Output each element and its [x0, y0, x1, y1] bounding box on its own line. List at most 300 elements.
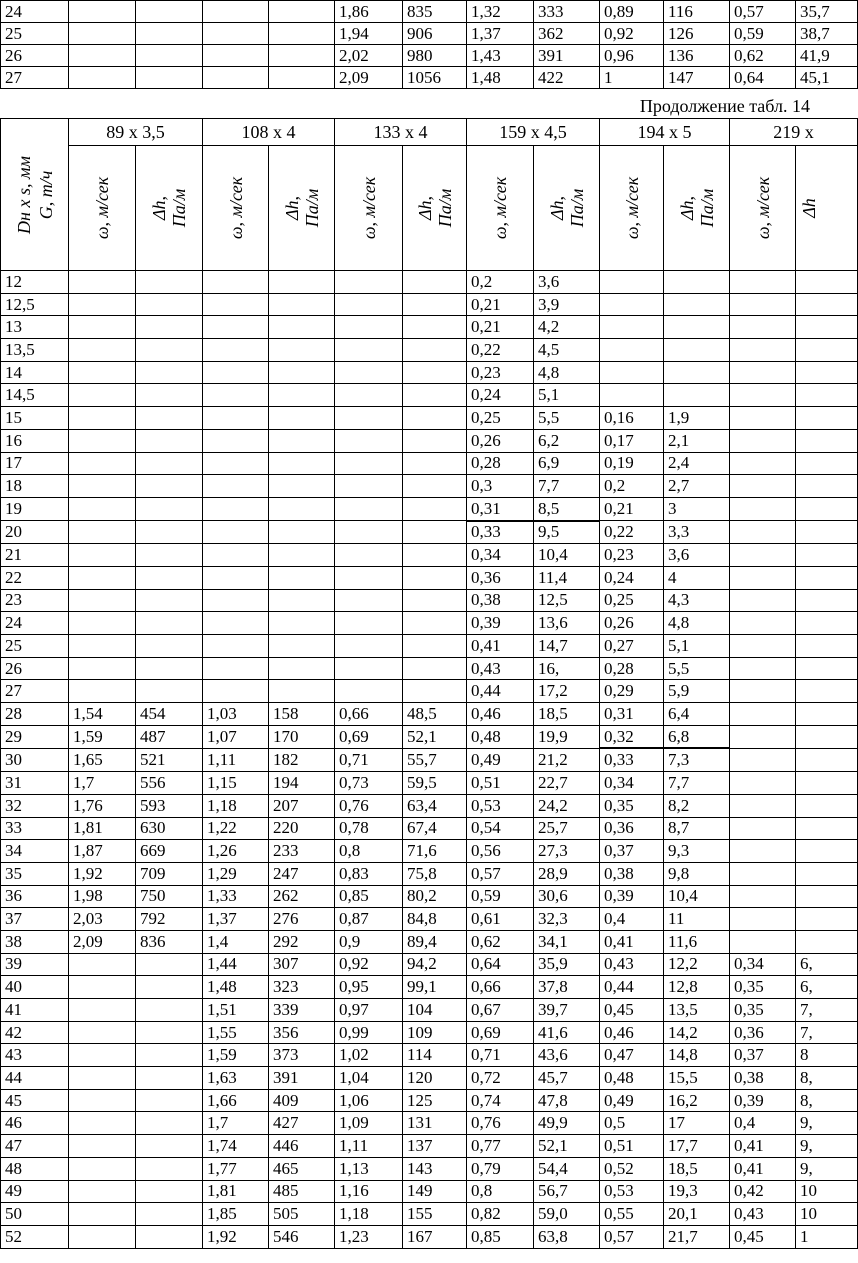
value-cell [335, 361, 403, 384]
value-cell [203, 407, 269, 430]
flow-rate-cell: 12 [1, 271, 69, 294]
flow-rate-cell: 45 [1, 1089, 69, 1112]
value-cell: 0,87 [335, 908, 403, 931]
flow-label: G, т/ч [35, 170, 56, 219]
value-cell [796, 271, 858, 294]
value-cell [136, 339, 203, 362]
value-cell [730, 657, 796, 680]
value-cell: 75,8 [403, 862, 467, 885]
value-cell: 0,27 [600, 635, 664, 658]
value-cell [269, 1, 335, 23]
value-cell: 0,49 [600, 1089, 664, 1112]
value-cell: 3,6 [664, 544, 730, 567]
value-cell: 0,43 [600, 953, 664, 976]
table-row [1, 407, 858, 430]
value-cell [600, 339, 664, 362]
value-cell [730, 544, 796, 567]
value-cell [203, 589, 269, 612]
value-cell: 0,45 [600, 999, 664, 1022]
value-cell [796, 361, 858, 384]
value-cell: 6, [796, 953, 858, 976]
value-cell [730, 429, 796, 452]
value-cell [69, 1157, 136, 1180]
value-cell: 47,8 [534, 1089, 600, 1112]
value-cell: 0,8 [467, 1180, 534, 1203]
value-cell: 0,8 [335, 840, 403, 863]
value-cell: 10 [796, 1203, 858, 1226]
value-cell: 0,38 [730, 1067, 796, 1090]
flow-rate-cell: 41 [1, 999, 69, 1022]
value-cell: 1,29 [203, 862, 269, 885]
value-cell: 7, [796, 1021, 858, 1044]
value-cell [269, 339, 335, 362]
velocity-unit-label: ω, м/сек [358, 176, 379, 240]
value-cell: 4,5 [534, 339, 600, 362]
table-row [1, 908, 858, 931]
value-cell: 1,86 [335, 1, 403, 23]
value-cell: 12,8 [664, 976, 730, 999]
value-cell: 0,36 [467, 566, 534, 589]
value-cell: 6,2 [534, 429, 600, 452]
value-cell: 0,44 [600, 976, 664, 999]
value-cell [796, 930, 858, 953]
value-cell: 0,23 [467, 361, 534, 384]
value-cell [730, 384, 796, 407]
flow-rate-cell: 33 [1, 817, 69, 840]
value-cell: 323 [269, 976, 335, 999]
value-cell: 0,5 [600, 1112, 664, 1135]
value-cell [203, 429, 269, 452]
value-cell: 0,34 [600, 772, 664, 795]
value-cell: 0,4 [600, 908, 664, 931]
value-cell [136, 657, 203, 680]
value-cell: 0,76 [467, 1112, 534, 1135]
value-cell [335, 293, 403, 316]
value-cell [335, 657, 403, 680]
value-cell: 4,8 [534, 361, 600, 384]
value-cell: 2,09 [69, 930, 136, 953]
value-cell [335, 475, 403, 498]
value-cell: 125 [403, 1089, 467, 1112]
value-cell: 52,1 [534, 1135, 600, 1158]
value-cell [335, 544, 403, 567]
velocity-unit-header [335, 146, 403, 271]
flow-rate-cell: 48 [1, 1157, 69, 1180]
value-cell [136, 1157, 203, 1180]
loss-unit-header [269, 146, 335, 271]
value-cell: 1 [600, 67, 664, 89]
value-cell: 0,61 [467, 908, 534, 931]
value-cell: 54,4 [534, 1157, 600, 1180]
value-cell: 409 [269, 1089, 335, 1112]
value-cell: 59,0 [534, 1203, 600, 1226]
value-cell [335, 635, 403, 658]
value-cell [69, 1, 136, 23]
value-cell [730, 635, 796, 658]
value-cell: 0,92 [335, 953, 403, 976]
flow-rate-cell: 29 [1, 725, 69, 748]
value-cell [796, 544, 858, 567]
table-row [1, 612, 858, 635]
flow-rate-cell: 27 [1, 67, 69, 89]
loss-unit-label: Па/м [696, 188, 717, 228]
value-cell: 362 [534, 23, 600, 45]
value-cell: 21,7 [664, 1225, 730, 1248]
value-cell [335, 407, 403, 430]
flow-rate-cell: 36 [1, 885, 69, 908]
table-row [1, 271, 858, 294]
value-cell: 292 [269, 930, 335, 953]
table-row [1, 1112, 858, 1135]
value-cell: 0,36 [600, 817, 664, 840]
value-cell: 0,51 [467, 772, 534, 795]
value-cell [203, 612, 269, 635]
value-cell [69, 452, 136, 475]
value-cell: 45,1 [796, 67, 858, 89]
value-cell: 454 [136, 703, 203, 726]
value-cell: 7,7 [534, 475, 600, 498]
value-cell: 1,51 [203, 999, 269, 1022]
table-row [1, 1044, 858, 1067]
value-cell: 0,38 [600, 862, 664, 885]
table-row [1, 293, 858, 316]
value-cell [796, 384, 858, 407]
value-cell [796, 680, 858, 703]
value-cell: 750 [136, 885, 203, 908]
value-cell [203, 45, 269, 67]
value-cell: 104 [403, 999, 467, 1022]
value-cell [69, 429, 136, 452]
value-cell: 0,57 [467, 862, 534, 885]
value-cell: 0,51 [600, 1135, 664, 1158]
value-cell: 0,45 [730, 1225, 796, 1248]
value-cell [335, 566, 403, 589]
value-cell: 63,4 [403, 794, 467, 817]
value-cell [269, 635, 335, 658]
value-cell [69, 23, 136, 45]
value-cell [269, 67, 335, 89]
table-row [1, 862, 858, 885]
value-cell: 131 [403, 1112, 467, 1135]
value-cell [136, 635, 203, 658]
table-row [1, 497, 858, 520]
value-cell [335, 316, 403, 339]
value-cell: 10 [796, 1180, 858, 1203]
value-cell: 149 [403, 1180, 467, 1203]
value-cell: 18,5 [664, 1157, 730, 1180]
value-cell: 13,5 [664, 999, 730, 1022]
loss-unit-header [136, 146, 203, 271]
value-cell [796, 497, 858, 520]
value-cell: 16, [534, 657, 600, 680]
value-cell: 8, [796, 1089, 858, 1112]
table-row [1, 657, 858, 680]
value-cell: 0,31 [600, 703, 664, 726]
flow-rate-cell: 24 [1, 612, 69, 635]
value-cell: 1,94 [335, 23, 403, 45]
value-cell [203, 475, 269, 498]
value-cell: 1,7 [69, 772, 136, 795]
value-cell [730, 885, 796, 908]
value-cell [136, 1044, 203, 1067]
value-cell: 2,7 [664, 475, 730, 498]
value-cell: 16,2 [664, 1089, 730, 1112]
value-cell: 1,11 [203, 748, 269, 771]
value-cell [796, 589, 858, 612]
value-cell [403, 271, 467, 294]
value-cell [403, 497, 467, 520]
value-cell: 835 [403, 1, 467, 23]
velocity-unit-label: ω, м/сек [752, 176, 773, 240]
value-cell [796, 725, 858, 748]
value-cell: 391 [269, 1067, 335, 1090]
value-cell: 0,76 [335, 794, 403, 817]
value-cell [796, 840, 858, 863]
value-cell [269, 316, 335, 339]
value-cell: 18,5 [534, 703, 600, 726]
value-cell: 1,92 [69, 862, 136, 885]
table-row [1, 452, 858, 475]
value-cell: 1,04 [335, 1067, 403, 1090]
value-cell [203, 67, 269, 89]
value-cell [136, 953, 203, 976]
table-row [1, 521, 858, 544]
value-cell [69, 361, 136, 384]
value-cell [796, 407, 858, 430]
flow-rate-cell: 19 [1, 497, 69, 520]
flow-rate-cell: 17 [1, 452, 69, 475]
flow-rate-cell: 32 [1, 794, 69, 817]
flow-rate-cell: 30 [1, 748, 69, 771]
value-cell: 7, [796, 999, 858, 1022]
value-cell: 3,3 [664, 521, 730, 544]
value-cell: 9,5 [534, 521, 600, 544]
velocity-unit-header [600, 146, 664, 271]
value-cell [269, 521, 335, 544]
value-cell: 158 [269, 703, 335, 726]
value-cell: 0,21 [467, 316, 534, 339]
value-cell: 1,92 [203, 1225, 269, 1248]
value-cell [69, 1135, 136, 1158]
value-cell: 11,6 [664, 930, 730, 953]
value-cell [269, 475, 335, 498]
value-cell: 0,43 [467, 657, 534, 680]
value-cell: 2,09 [335, 67, 403, 89]
value-cell: 1,33 [203, 885, 269, 908]
value-cell: 13,6 [534, 612, 600, 635]
value-cell: 0,53 [600, 1180, 664, 1203]
value-cell [730, 339, 796, 362]
value-cell: 1,18 [335, 1203, 403, 1226]
value-cell: 0,64 [730, 67, 796, 89]
value-cell: 0,79 [467, 1157, 534, 1180]
value-cell [796, 862, 858, 885]
value-cell [796, 316, 858, 339]
value-cell [730, 271, 796, 294]
table-row [1, 999, 858, 1022]
value-cell: 247 [269, 862, 335, 885]
value-cell [136, 680, 203, 703]
value-cell [796, 748, 858, 771]
value-cell [69, 953, 136, 976]
table-row [1, 1, 858, 23]
table-row [1, 725, 858, 748]
value-cell: 0,59 [730, 23, 796, 45]
value-cell: 17,7 [664, 1135, 730, 1158]
loss-unit-header [664, 146, 730, 271]
value-cell [136, 45, 203, 67]
value-cell: 2,03 [69, 908, 136, 931]
loss-unit-label: Δh, [149, 195, 169, 221]
value-cell: 143 [403, 1157, 467, 1180]
value-cell: 0,21 [600, 497, 664, 520]
value-cell: 3 [664, 497, 730, 520]
value-cell [136, 1089, 203, 1112]
value-cell [136, 407, 203, 430]
value-cell: 0,26 [467, 429, 534, 452]
value-cell: 52,1 [403, 725, 467, 748]
value-cell: 0,73 [335, 772, 403, 795]
value-cell: 167 [403, 1225, 467, 1248]
value-cell: 24,2 [534, 794, 600, 817]
value-cell: 0,64 [467, 953, 534, 976]
value-cell [403, 680, 467, 703]
value-cell: 109 [403, 1021, 467, 1044]
value-cell [136, 271, 203, 294]
value-cell: 9, [796, 1135, 858, 1158]
value-cell: 521 [136, 748, 203, 771]
flow-rate-cell: 49 [1, 1180, 69, 1203]
value-cell [796, 635, 858, 658]
value-cell: 0,37 [730, 1044, 796, 1067]
value-cell [136, 566, 203, 589]
value-cell: 0,56 [467, 840, 534, 863]
table-row [1, 1089, 858, 1112]
value-cell [664, 316, 730, 339]
value-cell: 71,6 [403, 840, 467, 863]
value-cell: 5,1 [664, 635, 730, 658]
dimension-label: Dн x s, мм [13, 155, 34, 234]
value-cell [730, 817, 796, 840]
value-cell: 0,33 [467, 521, 534, 544]
value-cell: 792 [136, 908, 203, 931]
value-cell [69, 976, 136, 999]
previous-page-table [0, 0, 858, 89]
value-cell: 0,69 [335, 725, 403, 748]
value-cell: 0,35 [730, 999, 796, 1022]
value-cell [269, 566, 335, 589]
table-row [1, 1157, 858, 1180]
value-cell: 43,6 [534, 1044, 600, 1067]
value-cell [730, 703, 796, 726]
value-cell: 0,55 [600, 1203, 664, 1226]
value-cell [136, 976, 203, 999]
loss-unit-header [534, 146, 600, 271]
value-cell [403, 361, 467, 384]
velocity-unit-label: ω, м/сек [92, 176, 112, 240]
value-cell [796, 817, 858, 840]
value-cell [730, 475, 796, 498]
value-cell [796, 339, 858, 362]
value-cell [403, 475, 467, 498]
value-cell: 12,5 [534, 589, 600, 612]
value-cell: 0,48 [600, 1067, 664, 1090]
value-cell: 32,3 [534, 908, 600, 931]
value-cell [403, 657, 467, 680]
value-cell: 1,23 [335, 1225, 403, 1248]
value-cell: 1,66 [203, 1089, 269, 1112]
value-cell [69, 1021, 136, 1044]
value-cell [730, 316, 796, 339]
velocity-unit-header [69, 146, 136, 271]
flow-rate-cell: 24 [1, 1, 69, 23]
flow-rate-cell: 46 [1, 1112, 69, 1135]
value-cell [269, 361, 335, 384]
value-cell: 906 [403, 23, 467, 45]
flow-rate-cell: 37 [1, 908, 69, 931]
value-cell: 0,57 [600, 1225, 664, 1248]
value-cell [403, 316, 467, 339]
value-cell: 0,39 [467, 612, 534, 635]
value-cell: 19,3 [664, 1180, 730, 1203]
value-cell: 0,41 [730, 1135, 796, 1158]
value-cell: 339 [269, 999, 335, 1022]
flow-rate-cell: 38 [1, 930, 69, 953]
value-cell [796, 475, 858, 498]
value-cell: 0,71 [467, 1044, 534, 1067]
value-cell [796, 452, 858, 475]
value-cell: 220 [269, 817, 335, 840]
value-cell [136, 544, 203, 567]
table-row [1, 748, 858, 771]
value-cell: 546 [269, 1225, 335, 1248]
value-cell [269, 680, 335, 703]
flow-rate-cell: 25 [1, 23, 69, 45]
value-cell: 333 [534, 1, 600, 23]
value-cell [269, 452, 335, 475]
value-cell: 0,77 [467, 1135, 534, 1158]
value-cell: 38,7 [796, 23, 858, 45]
flow-rate-cell: 13,5 [1, 339, 69, 362]
value-cell [335, 612, 403, 635]
value-cell [203, 566, 269, 589]
value-cell [69, 1044, 136, 1067]
value-cell [69, 271, 136, 294]
value-cell [730, 862, 796, 885]
value-cell: 0,57 [730, 1, 796, 23]
value-cell: 1,54 [69, 703, 136, 726]
value-cell [335, 452, 403, 475]
value-cell: 0,35 [730, 976, 796, 999]
value-cell: 1,9 [664, 407, 730, 430]
table-row [1, 772, 858, 795]
value-cell [600, 361, 664, 384]
table-row [1, 680, 858, 703]
value-cell [730, 930, 796, 953]
value-cell: 0,59 [467, 885, 534, 908]
value-cell [730, 566, 796, 589]
value-cell: 0,24 [467, 384, 534, 407]
loss-unit-label: Па/м [434, 188, 455, 228]
value-cell: 19,9 [534, 725, 600, 748]
value-cell: 0,25 [600, 589, 664, 612]
value-cell [664, 271, 730, 294]
table-row [1, 45, 858, 67]
value-cell [69, 384, 136, 407]
value-cell: 1,07 [203, 725, 269, 748]
value-cell [403, 589, 467, 612]
value-cell: 99,1 [403, 976, 467, 999]
